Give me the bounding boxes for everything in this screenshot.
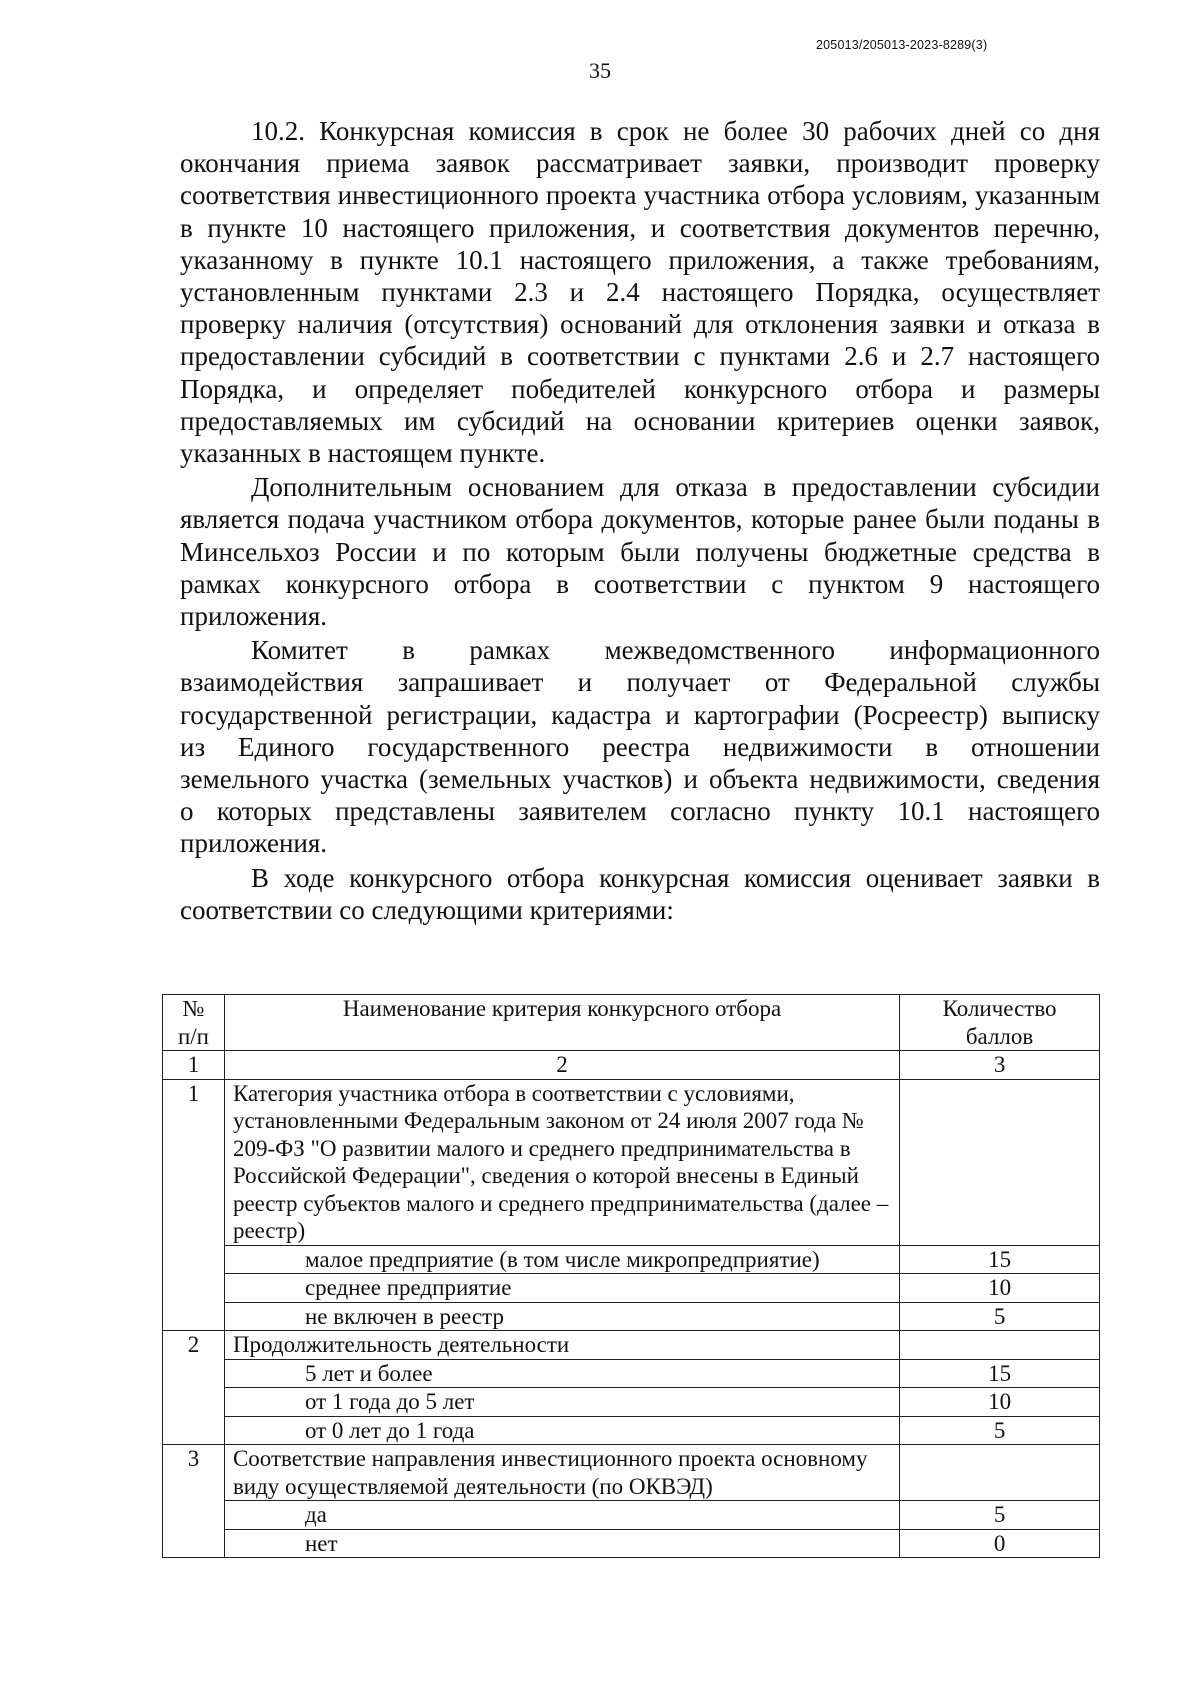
table-row (163, 1331, 1100, 1360)
paragraph-additional-grounds: Дополнительным основанием для отказа в предоставлении субсидии является подача участником отбора документов, которые ранее были поданы в Минсельхоз России и по которым были получены бюджетные средства в рамках конкурсного отбора в соответствии с пунктом 9 настоящего приложения. (180, 472, 1100, 632)
option-score: 15 (900, 1359, 1100, 1388)
option-label: нет (224, 1529, 899, 1558)
table-row (163, 1079, 1100, 1245)
criterion-number: 2 (163, 1331, 225, 1445)
option-score: 5 (900, 1302, 1100, 1331)
criterion-score-empty (900, 1079, 1100, 1245)
option-label: малое предприятие (в том числе микропредприятие) (224, 1245, 899, 1274)
table-row (163, 1445, 1100, 1501)
option-score: 5 (900, 1416, 1100, 1445)
option-score: 10 (900, 1388, 1100, 1417)
option-label: от 1 года до 5 лет (224, 1388, 899, 1417)
page-number: 35 (589, 58, 611, 83)
column-number-2: 2 (224, 1051, 899, 1080)
criterion-title: Продолжительность деятельности (224, 1331, 899, 1360)
header-criterion-name: Наименование критерия конкурсного отбора (224, 995, 899, 1051)
paragraph-committee-request: Комитет в рамках межведомственного информационного взаимодействия запрашивает и получает от Федеральной службы государственной регистрации, кадастра и картографии (Росреестр) выписку из Единого государственного реестра недвижимости в отношении земельного участка (земельных участков) и объекта недвижимости, сведения о которых представлены заявителем согласно пункту 10.1 настоящего приложения. (180, 635, 1100, 859)
criterion-title: Категория участника отбора в соответствии с условиями, установленными Федеральным законом от 24 июля 2007 года № 209-ФЗ "О развитии малого и среднего предпринимательства в Российской Федерации", сведения о которой внесены в Единый реестр субъектов малого и среднего предпринимательства (далее – реестр) (224, 1079, 899, 1245)
table-row (163, 1416, 1100, 1445)
option-score: 5 (900, 1501, 1100, 1530)
paragraph-10-2: 10.2. Конкурсная комиссия в срок не более 30 рабочих дней со дня окончания приема заявок рассматривает заявки, производит проверку соответствия инвестиционного проекта участника отбора условиям, указанным в пункте 10 настоящего приложения, и соответствия документов перечню, указанному в пункте 10.1 настоящего приложения, а также требованиям, установленным пунктами 2.3 и 2.4 настоящего Порядка, осуществляет проверку наличия (отсутствия) оснований для отклонения заявки и отказа в предоставлении субсидий в соответствии с пунктами 2.6 и 2.7 настоящего Порядка, и определяет победителей конкурсного отбора и размеры предоставляемых им субсидий на основании критериев оценки заявок, указанных в настоящем пункте. (180, 116, 1100, 469)
document-body (180, 115, 1100, 926)
option-label: да (224, 1501, 899, 1530)
option-score: 0 (900, 1529, 1100, 1558)
header-score: Количество баллов (900, 995, 1100, 1051)
table-row (163, 1359, 1100, 1388)
criterion-number: 1 (163, 1079, 225, 1331)
option-label: от 0 лет до 1 года (224, 1416, 899, 1445)
paragraph-criteria-intro: В ходе конкурсного отбора конкурсная комиссия оценивает заявки в соответствии со следующими критериями: (180, 862, 1100, 925)
criterion-score-empty (900, 1331, 1100, 1360)
criterion-score-empty (900, 1445, 1100, 1501)
option-score: 10 (900, 1274, 1100, 1303)
header-number: № п/п (163, 995, 225, 1051)
option-label: не включен в реестр (224, 1302, 899, 1331)
option-label: среднее предприятие (224, 1274, 899, 1303)
column-number-1: 1 (163, 1051, 225, 1080)
table-header-row (163, 995, 1100, 1051)
table-row (163, 1302, 1100, 1331)
table-row (163, 1388, 1100, 1417)
criterion-number: 3 (163, 1445, 225, 1558)
table-row (163, 1274, 1100, 1303)
table-row (163, 1529, 1100, 1558)
criterion-title: Соответствие направления инвестиционного проекта основному виду осуществляемой деятельности (по ОКВЭД) (224, 1445, 899, 1501)
table-row (163, 1501, 1100, 1530)
table-row (163, 1245, 1100, 1274)
column-numbers-row (163, 1051, 1100, 1080)
document-registration-number: 205013/205013-2023-8289(3) (816, 38, 988, 52)
column-number-3: 3 (900, 1051, 1100, 1080)
criteria-table (162, 994, 1100, 1558)
option-label: 5 лет и более (224, 1359, 899, 1388)
option-score: 15 (900, 1245, 1100, 1274)
